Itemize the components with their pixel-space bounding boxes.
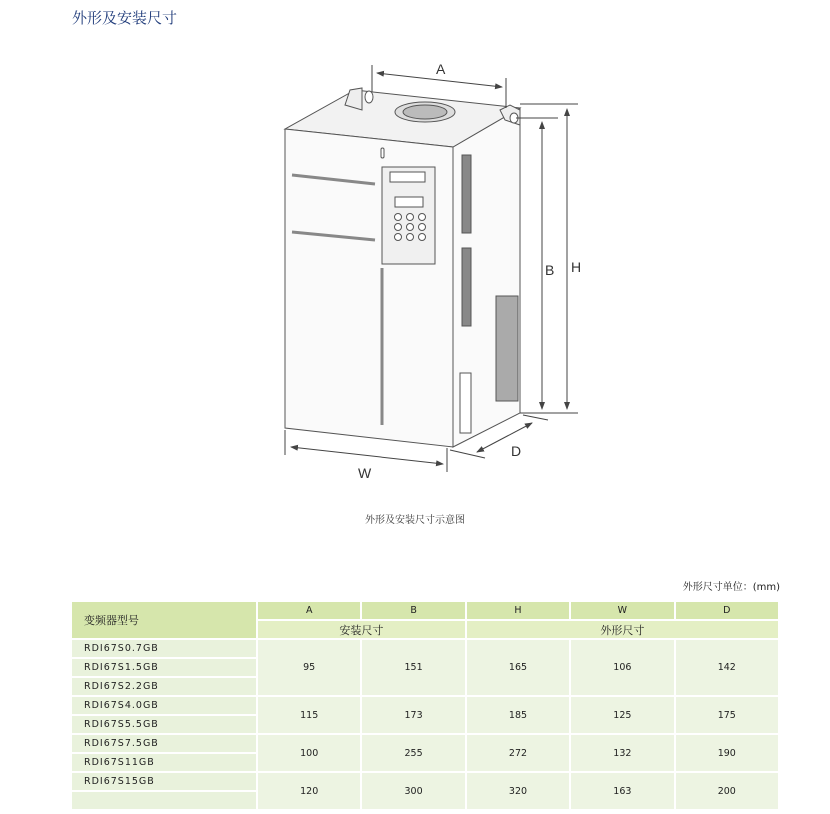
group-header: 外形尺寸 bbox=[466, 620, 779, 639]
model-cell: RDI67S4.0GB bbox=[71, 696, 257, 715]
model-cell: RDI67S2.2GB bbox=[71, 677, 257, 696]
value-cell: 95 bbox=[257, 639, 361, 696]
model-cell: RDI67S7.5GB bbox=[71, 734, 257, 753]
dim-label-w: W bbox=[358, 465, 372, 481]
value-cell: 200 bbox=[675, 772, 779, 810]
diagram-caption: 外形及安装尺寸示意图 bbox=[365, 515, 465, 526]
value-cell: 125 bbox=[570, 696, 674, 734]
dim-label-b: B bbox=[545, 262, 555, 278]
value-cell: 115 bbox=[257, 696, 361, 734]
model-cell: RDI67S0.7GB bbox=[71, 639, 257, 658]
dim-label-a: A bbox=[436, 61, 446, 77]
table-row bbox=[71, 639, 779, 658]
value-cell: 320 bbox=[466, 772, 570, 810]
value-cell: 175 bbox=[675, 696, 779, 734]
section-title: 外形及安装尺寸 bbox=[72, 9, 178, 27]
column-header: B bbox=[361, 601, 465, 620]
value-cell: 300 bbox=[361, 772, 465, 810]
value-cell: 142 bbox=[675, 639, 779, 696]
value-cell: 120 bbox=[257, 772, 361, 810]
value-cell: 185 bbox=[466, 696, 570, 734]
value-cell: 163 bbox=[570, 772, 674, 810]
model-header: 变频器型号 bbox=[71, 601, 257, 639]
unit-note: 外形尺寸单位：(mm) bbox=[682, 582, 780, 593]
dimension-table bbox=[70, 600, 780, 811]
value-cell: 255 bbox=[361, 734, 465, 772]
value-cell: 100 bbox=[257, 734, 361, 772]
value-cell: 173 bbox=[361, 696, 465, 734]
model-cell: RDI67S11GB bbox=[71, 753, 257, 772]
dim-label-d: D bbox=[511, 443, 522, 459]
model-cell: RDI67S1.5GB bbox=[71, 658, 257, 677]
column-header: H bbox=[466, 601, 570, 620]
model-cell: RDI67S15GB bbox=[71, 772, 257, 791]
column-header: A bbox=[257, 601, 361, 620]
group-header: 安装尺寸 bbox=[257, 620, 466, 639]
column-header: W bbox=[570, 601, 674, 620]
table-row bbox=[71, 772, 779, 791]
value-cell: 272 bbox=[466, 734, 570, 772]
value-cell: 151 bbox=[361, 639, 465, 696]
value-cell: 132 bbox=[570, 734, 674, 772]
model-cell: RDI67S5.5GB bbox=[71, 715, 257, 734]
value-cell: 106 bbox=[570, 639, 674, 696]
table-row bbox=[71, 696, 779, 715]
value-cell: 165 bbox=[466, 639, 570, 696]
value-cell: 190 bbox=[675, 734, 779, 772]
dim-label-h: H bbox=[571, 259, 582, 275]
model-cell bbox=[71, 791, 257, 810]
table-row bbox=[71, 734, 779, 753]
column-header: D bbox=[675, 601, 779, 620]
